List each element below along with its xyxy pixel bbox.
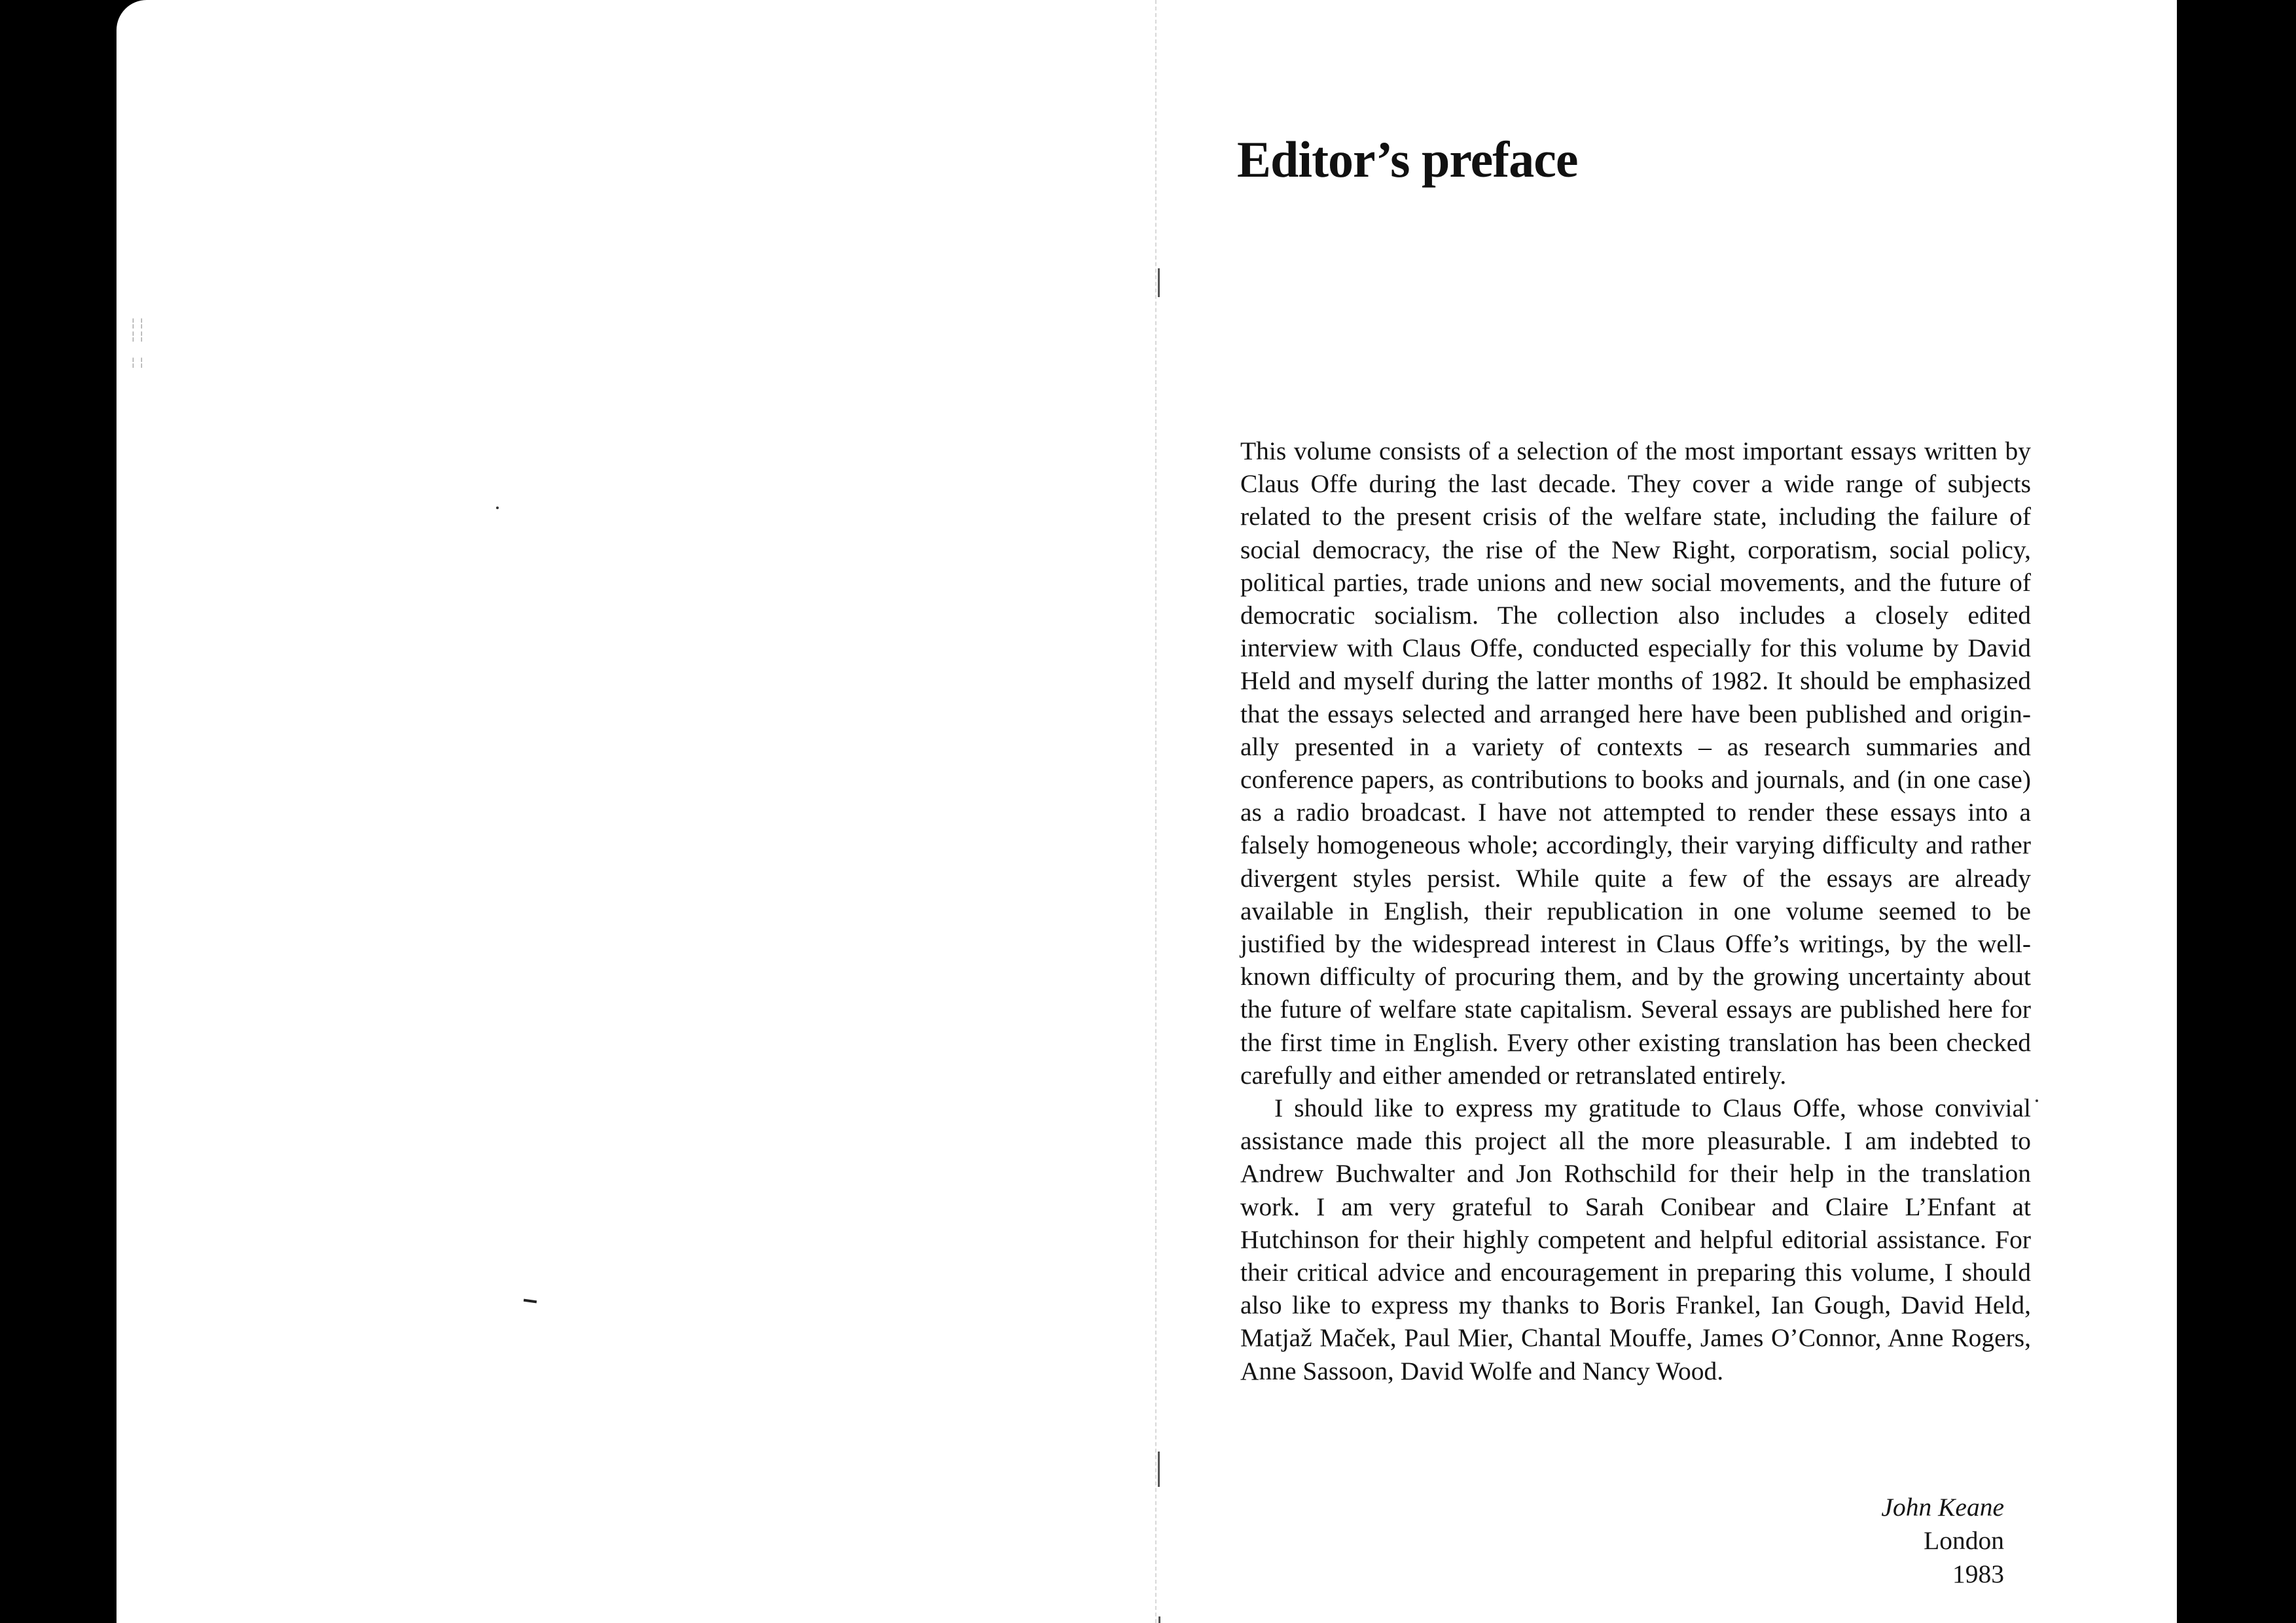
scan-speck [2036,1099,2038,1102]
signature-place: London [1924,1526,2004,1555]
left-page-bleed-marks: ¦¦ ¦¦ ¦¦ [130,316,147,369]
preface-body [1240,435,2031,1387]
gutter-shadow-mark [1158,268,1160,297]
page-title: Editor’s preface [1237,131,1578,188]
signature-year: 1983 [1952,1560,2004,1588]
gutter-shadow-mark [1158,1616,1160,1623]
scan-speck [496,507,499,509]
signature-author: John Keane [1881,1493,2004,1522]
signature-block [1767,1491,2004,1591]
preface-paragraph: I should like to express my gratitude to Claus Offe, whose convivial assistance made this project all the more pleasurable. I am indebted to Andrew Buchwalter and Jon Rothschild for their help in the translation work. I am very grateful to Sarah Conibear and Claire L’Enfant at Hutchinson for their highly competent and helpful editorial assistance. For their critical advice and encouragement in preparing this volume, I should also like to express my thanks to Boris Frankel, Ian Gough, David Held, Matjaž Maček, Paul Mier, Chantal Mouffe, James O’Connor, Anne Rogers, Anne Sassoon, David Wolfe and Nancy Wood. [1240,1094,2031,1385]
preface-paragraph: This volume consists of a selection of the most important essays written by Claus Offe during the last decade. They cover a wide range of subjects related to the present crisis of the welfare state, including the failure of social democracy, the rise of the New Right, corporatism, social policy, political parties, trade unions and new social movements, and the future of democratic socialism. The collection also includes a closely edited interview with Claus Offe, conducted especially for this volume by David Held and myself during the latter months of 1982. It should be emphasized that the essays selected and arranged here have been published and originally presented in a variety of contexts – as research summaries and conference papers, as contributions to books and journals, and (in one case) as a radio broadcast. I have not attempted to render these essays into a falsely homogeneous whole; accordingly, their varying difficulty and rather divergent styles persist. While quite a few of the essays are already available in English, their republication in one volume seemed to be justified by the widespread interest in Claus Offe’s writings, by the well-known difficulty of procuring them, and by the growing uncertainty about the future of welfare state capitalism. Several essays are published here for the first time in English. Every other existing translation has been checked carefully and either amended or retranslated entirely. [1240,437,2031,1090]
gutter-shadow-mark [1158,1452,1160,1487]
book-gutter [1155,0,1157,1623]
